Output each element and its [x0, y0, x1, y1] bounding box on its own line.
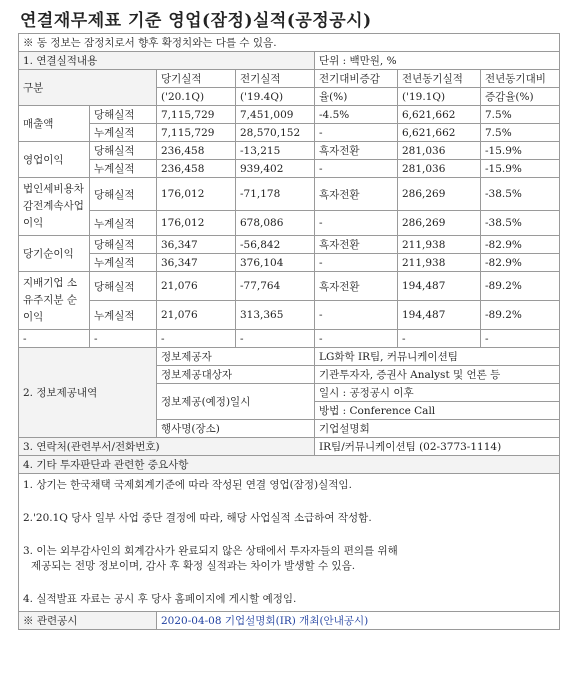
datetime-value: 일시 : 공정공시 이후	[315, 384, 560, 402]
table-row	[19, 124, 560, 142]
cell-previous: -71,178	[236, 178, 315, 211]
cell-current: 236,458	[157, 160, 236, 178]
cell-yoy-rate: 7.5%	[481, 124, 560, 142]
row-type: 누계실적	[90, 254, 157, 272]
cell-yoy: 194,487	[398, 301, 481, 330]
dash-cell: -	[481, 330, 560, 348]
header-category: 구분	[19, 70, 157, 106]
cell-qoq: -	[315, 160, 398, 178]
cell-previous: 939,402	[236, 160, 315, 178]
cell-yoy-rate: -82.9%	[481, 236, 560, 254]
related-label: ※ 관련공시	[19, 612, 157, 630]
section4-row	[19, 456, 560, 474]
cell-current: 36,347	[157, 236, 236, 254]
section4-label: 4. 기타 투자판단과 관련한 중요사항	[19, 456, 560, 474]
header-yoy: 전년동기실적	[398, 70, 481, 88]
event-value: 기업설명회	[315, 420, 560, 438]
section1-label: 1. 연결실적내용	[19, 52, 315, 70]
header-yoy-rate: 전년동기대비	[481, 70, 560, 88]
cell-current: 21,076	[157, 272, 236, 301]
dash-cell: -	[19, 330, 90, 348]
cell-qoq: 흑자전환	[315, 236, 398, 254]
target-label: 정보제공대상자	[157, 366, 315, 384]
table-header-row	[19, 70, 560, 88]
header-current-period: ('20.1Q)	[157, 88, 236, 106]
cell-previous: -56,842	[236, 236, 315, 254]
dash-cell: -	[90, 330, 157, 348]
unit-label: 단위 : 백만원, %	[315, 52, 560, 70]
section1-row	[19, 52, 560, 70]
row-type: 누계실적	[90, 211, 157, 236]
cell-previous: -77,764	[236, 272, 315, 301]
cell-previous: 678,086	[236, 211, 315, 236]
provider-label: 정보제공자	[157, 348, 315, 366]
note-2: 2.'20.1Q 당사 일부 사업 중단 결정에 따라, 해당 사업실적 소급하여 작성함.	[23, 512, 372, 524]
note-3: 3. 이는 외부감사인의 회계감사가 완료되지 않은 상태에서 투자자들의 편의를 위해	[23, 545, 398, 557]
dash-cell: -	[157, 330, 236, 348]
cell-yoy: 281,036	[398, 142, 481, 160]
cell-yoy: 194,487	[398, 272, 481, 301]
row-type: 당해실적	[90, 178, 157, 211]
header-qoq-unit: 율(%)	[315, 88, 398, 106]
cell-yoy: 6,621,662	[398, 124, 481, 142]
table-row	[19, 272, 560, 301]
cell-yoy-rate: -15.9%	[481, 142, 560, 160]
contact-value: IR팀/커뮤니케이션팀 (02-3773-1114)	[315, 438, 560, 456]
dash-cell: -	[236, 330, 315, 348]
cell-qoq: -4.5%	[315, 106, 398, 124]
cell-current: 7,115,729	[157, 124, 236, 142]
header-previous: 전기실적	[236, 70, 315, 88]
empty-row	[19, 330, 560, 348]
row-item: 영업이익	[19, 142, 90, 178]
cell-yoy: 211,938	[398, 236, 481, 254]
row-item: 매출액	[19, 106, 90, 142]
table-row	[19, 301, 560, 330]
cell-yoy-rate: -82.9%	[481, 254, 560, 272]
cell-yoy: 281,036	[398, 160, 481, 178]
dash-cell: -	[315, 330, 398, 348]
notice-row	[19, 34, 560, 52]
cell-yoy: 286,269	[398, 178, 481, 211]
cell-yoy-rate: -38.5%	[481, 211, 560, 236]
cell-yoy: 211,938	[398, 254, 481, 272]
contact-row	[19, 438, 560, 456]
header-qoq: 전기대비증감	[315, 70, 398, 88]
table-row	[19, 178, 560, 211]
related-row	[19, 612, 560, 630]
table-row	[19, 211, 560, 236]
note-1: 1. 상기는 한국채택 국제회계기준에 따라 작성된 연결 영업(잠정)실적임.	[23, 479, 352, 491]
cell-previous: 7,451,009	[236, 106, 315, 124]
cell-yoy-rate: -38.5%	[481, 178, 560, 211]
cell-yoy-rate: -89.2%	[481, 301, 560, 330]
row-type: 누계실적	[90, 301, 157, 330]
row-item: 당기순이익	[19, 236, 90, 272]
table-row	[19, 106, 560, 124]
cell-current: 176,012	[157, 178, 236, 211]
notice-text: ※ 동 정보는 잠정치로서 향후 확정치와는 다를 수 있음.	[19, 34, 560, 52]
table-row	[19, 142, 560, 160]
cell-previous: -13,215	[236, 142, 315, 160]
info-row	[19, 348, 560, 366]
cell-current: 236,458	[157, 142, 236, 160]
row-type: 누계실적	[90, 124, 157, 142]
cell-qoq: -	[315, 124, 398, 142]
cell-yoy: 286,269	[398, 211, 481, 236]
cell-current: 176,012	[157, 211, 236, 236]
row-item: 법인세비용차감전계속사업이익	[19, 178, 90, 236]
row-type: 당해실적	[90, 272, 157, 301]
header-current: 당기실적	[157, 70, 236, 88]
row-type: 당해실적	[90, 236, 157, 254]
cell-previous: 376,104	[236, 254, 315, 272]
cell-yoy: 6,621,662	[398, 106, 481, 124]
cell-qoq: -	[315, 254, 398, 272]
cell-yoy-rate: -89.2%	[481, 272, 560, 301]
row-type: 당해실적	[90, 106, 157, 124]
page-title: 연결재무제표 기준 영업(잠정)실적(공정공시)	[20, 11, 372, 31]
datetime-label: 정보제공(예정)일시	[157, 384, 315, 420]
header-yoy-period: ('19.1Q)	[398, 88, 481, 106]
cell-qoq: -	[315, 301, 398, 330]
disclosure-table	[18, 33, 560, 630]
cell-current: 7,115,729	[157, 106, 236, 124]
cell-previous: 313,365	[236, 301, 315, 330]
method-value: 방법 : Conference Call	[315, 402, 560, 420]
row-item: 지배기업 소유주지분 순이익	[19, 272, 90, 330]
notes-cell	[19, 474, 560, 612]
note-4: 4. 실적발표 자료는 공시 후 당사 홈페이지에 게시할 예정임.	[23, 593, 297, 605]
header-yoy-rate-unit: 증감율(%)	[481, 88, 560, 106]
cell-qoq: 흑자전환	[315, 178, 398, 211]
cell-yoy-rate: -15.9%	[481, 160, 560, 178]
cell-qoq: -	[315, 211, 398, 236]
table-row	[19, 236, 560, 254]
header-previous-period: ('19.4Q)	[236, 88, 315, 106]
cell-qoq: 흑자전환	[315, 142, 398, 160]
cell-previous: 28,570,152	[236, 124, 315, 142]
event-label: 행사명(장소)	[157, 420, 315, 438]
table-row	[19, 254, 560, 272]
cell-current: 36,347	[157, 254, 236, 272]
note-3-cont: 제공되는 전망 정보이며, 감사 후 확정 실적과는 차이가 발생할 수 있음.	[31, 560, 356, 572]
dash-cell: -	[398, 330, 481, 348]
cell-qoq: 흑자전환	[315, 272, 398, 301]
section2-label: 2. 정보제공내역	[19, 348, 157, 438]
row-type: 당해실적	[90, 142, 157, 160]
notes-row	[19, 474, 560, 612]
table-row	[19, 160, 560, 178]
target-value: 기관투자자, 증권사 Analyst 및 언론 등	[315, 366, 560, 384]
cell-current: 21,076	[157, 301, 236, 330]
row-type: 누계실적	[90, 160, 157, 178]
section3-label: 3. 연락처(관련부서/전화번호)	[19, 438, 315, 456]
cell-yoy-rate: 7.5%	[481, 106, 560, 124]
related-link[interactable]: 2020-04-08 기업설명회(IR) 개최(안내공시)	[157, 612, 560, 630]
provider-value: LG화학 IR팀, 커뮤니케이션팀	[315, 348, 560, 366]
